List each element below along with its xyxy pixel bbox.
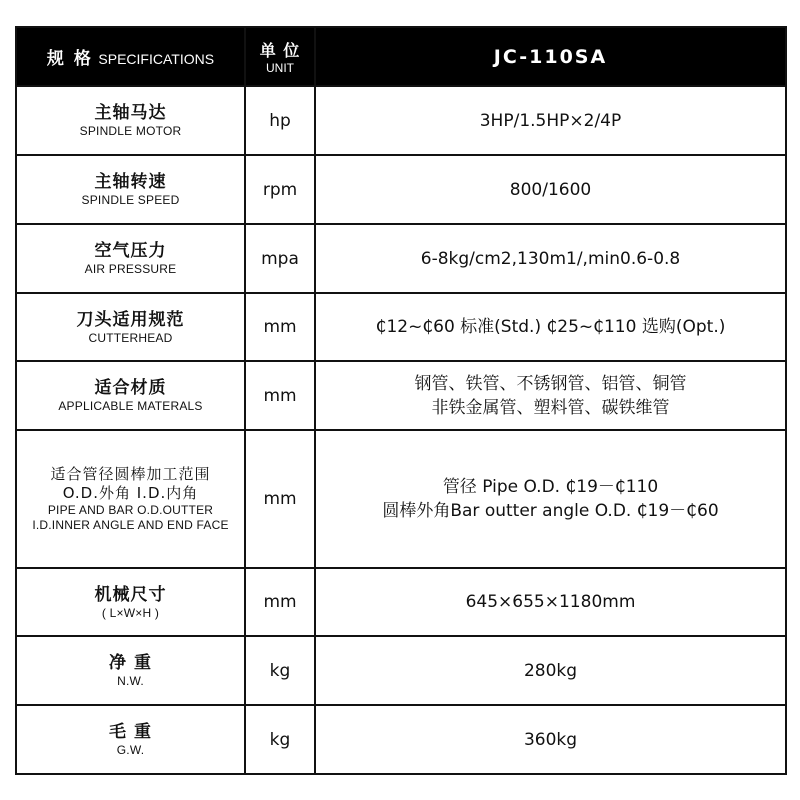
header-model-label: JC-110SA (493, 45, 608, 68)
header-model (315, 27, 786, 86)
spec-label-cn: O.D.外角 I.D.内角 (62, 484, 199, 502)
spec-value-line: 圆棒外角Bar outter angle O.D. ₵19－₵60 (382, 501, 719, 521)
spec-value-line: 管径 Pipe O.D. ₵19－₵110 (442, 477, 659, 497)
spec-unit: kg (245, 636, 315, 705)
spec-value: 645×655×1180mm (315, 568, 786, 636)
spec-label-en: CUTTERHEAD (88, 330, 173, 345)
table-row (16, 224, 786, 293)
header-unit-en: UNIT (266, 61, 294, 75)
spec-label-cn: 适合管径圆棒加工范围 (50, 465, 211, 483)
table-row (16, 636, 786, 705)
spec-value: ₵12~₵60 标准(Std.) ₵25~₵110 选购(Opt.) (315, 293, 786, 361)
spec-label-cn: 主轴转速 (94, 172, 167, 192)
table-row (16, 155, 786, 224)
spec-value: 280kg (315, 636, 786, 705)
header-unit-cn: 单 位 (259, 41, 301, 60)
spec-label (16, 86, 245, 155)
spec-unit: mm (245, 293, 315, 361)
spec-label-en: G.W. (116, 743, 145, 757)
spec-value: 3HP/1.5HP×2/4P (315, 86, 786, 155)
header-spec-en: SPECIFICATIONS (98, 51, 215, 67)
spec-label (16, 430, 245, 568)
header-spec-cn: 规 格 (46, 49, 93, 69)
spec-label-en: APPLICABLE MATERALS (58, 399, 203, 413)
table-row (16, 86, 786, 155)
spec-label-cn: 毛 重 (109, 722, 152, 742)
spec-label (16, 293, 245, 361)
spec-label-en: I.D.INNER ANGLE AND END FACE (32, 518, 229, 532)
spec-label (16, 155, 245, 224)
spec-label (16, 568, 245, 636)
header-unit (245, 27, 315, 86)
spec-unit: hp (245, 86, 315, 155)
spec-value (315, 430, 786, 568)
spec-label-en: AIR PRESSURE (84, 262, 177, 276)
spec-value: 800/1600 (315, 155, 786, 224)
table-row (16, 705, 786, 774)
spec-label-cn: 机械尺寸 (94, 584, 167, 605)
spec-value-line: 钢管、铁管、不锈钢管、铝管、铜管 (414, 373, 687, 394)
spec-value: 6-8kg/cm2,130m1/,min0.6-0.8 (315, 224, 786, 293)
spec-label-en: SPINDLE MOTOR (79, 124, 182, 138)
spec-label-cn: 适合材质 (94, 378, 167, 398)
table-row (16, 361, 786, 430)
spec-value: 360kg (315, 705, 786, 774)
table-row (16, 568, 786, 636)
spec-label-en: N.W. (117, 674, 144, 688)
table-row (16, 430, 786, 568)
spec-unit: kg (245, 705, 315, 774)
spec-unit: mm (245, 430, 315, 568)
table-header-row (16, 27, 786, 86)
table-row (16, 293, 786, 361)
spec-label (16, 224, 245, 293)
spec-unit: mm (245, 568, 315, 636)
spec-unit: rpm (245, 155, 315, 224)
spec-unit: mpa (245, 224, 315, 293)
header-spec (16, 27, 245, 86)
spec-label-cn: 净 重 (109, 653, 152, 673)
spec-label-cn: 主轴马达 (94, 103, 167, 123)
spec-label-cn: 刀头适用规范 (76, 309, 185, 330)
spec-label (16, 705, 245, 774)
spec-label-en: PIPE AND BAR O.D.OUTTER (47, 503, 214, 517)
specifications-table (15, 26, 787, 775)
spec-label-en: SPINDLE SPEED (81, 193, 180, 207)
spec-label (16, 361, 245, 430)
spec-label (16, 636, 245, 705)
spec-value-line: 非铁金属管、塑料管、碳铁维管 (431, 397, 670, 418)
spec-unit: mm (245, 361, 315, 430)
spec-label-cn: 空气压力 (94, 241, 167, 261)
spec-label-en: ( L×W×H ) (101, 605, 160, 620)
spec-value (315, 361, 786, 430)
